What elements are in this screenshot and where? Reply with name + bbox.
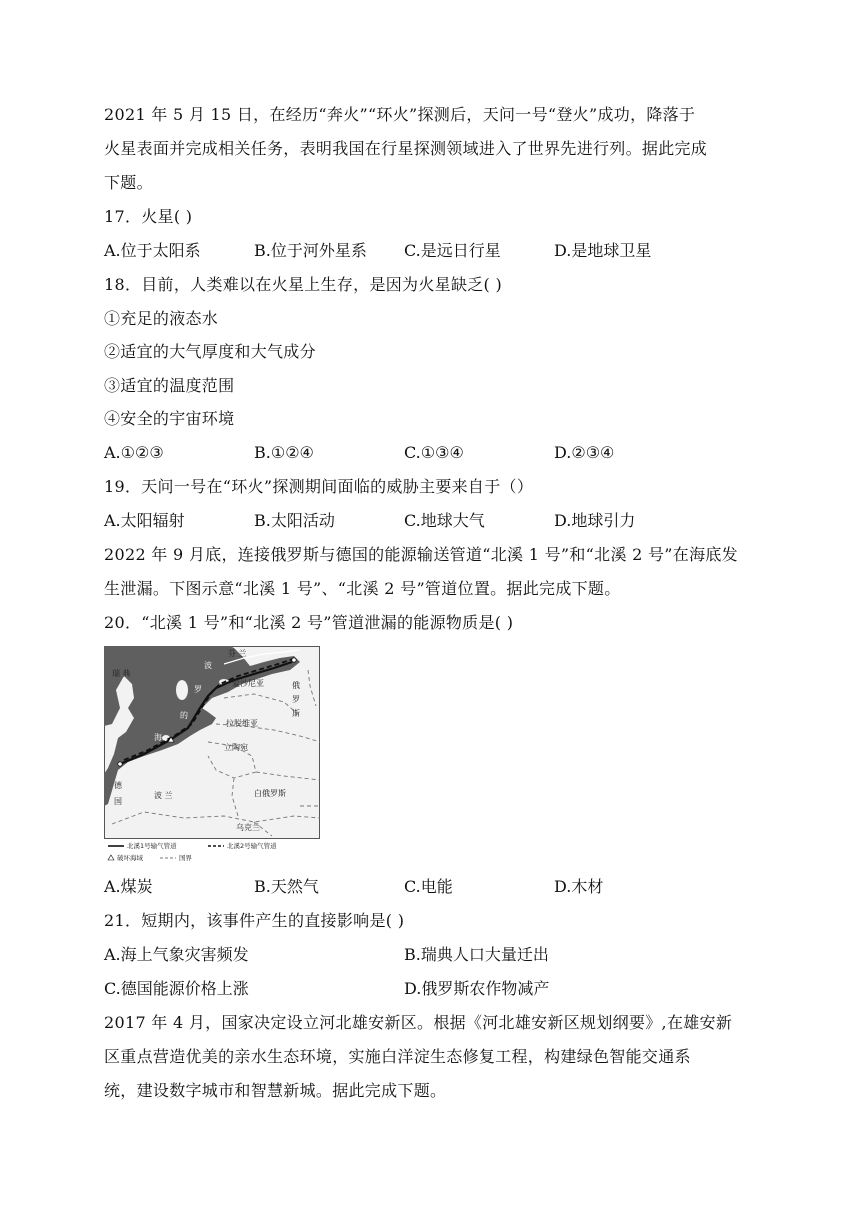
passage3-line2: 区重点营造优美的亲水生态环境，实施白洋淀生态修复工程，构建绿色智能交通系 [104, 1047, 691, 1066]
map-legend [108, 841, 277, 862]
label-sweden: 瑞 典 [112, 669, 131, 678]
q17-stem: 17．火星( ) [104, 207, 193, 226]
label-belarus: 白俄罗斯 [254, 789, 286, 798]
label-russia-3: 斯 [292, 709, 300, 718]
q17-option-d: D.是地球卫星 [554, 241, 652, 260]
q19-option-c: C.地球大气 [404, 511, 485, 530]
label-finland: 芬 兰 [228, 649, 247, 658]
label-baltic-3: 的 [180, 711, 188, 720]
passage1-line3: 下题。 [104, 173, 153, 192]
q17-option-a: A.位于太阳系 [104, 241, 201, 260]
q19-option-d: D.地球引力 [554, 511, 636, 530]
passage3-line3: 统，建设数字城市和智慧新城。据此完成下题。 [104, 1081, 447, 1100]
q18-item-3: ③适宜的温度范围 [104, 376, 235, 395]
legend-damaged-swatch [108, 855, 114, 860]
q18-option-a: A.①②③ [104, 443, 164, 462]
q21-option-d: D.俄罗斯农作物减产 [404, 979, 550, 998]
q21-option-c: C.德国能源价格上涨 [104, 979, 249, 998]
passage1-line2: 火星表面并完成相关任务，表明我国在行星探测领域进入了世界先进行列。据此完成 [104, 139, 708, 158]
q18-option-b: B.①②④ [254, 443, 314, 462]
q17-option-c: C.是远日行星 [404, 241, 501, 260]
q19-option-a: A.太阳辐射 [104, 511, 185, 530]
q20-option-c: C.电能 [404, 877, 453, 896]
passage3-line1: 2017 年 4 月，国家决定设立河北雄安新区。根据《河北雄安新区规划纲要》,在雄安新 [104, 1013, 733, 1032]
label-lithuania: 立陶宛 [224, 743, 248, 752]
q19-option-b: B.太阳活动 [254, 511, 335, 530]
label-germany-1: 德 [114, 781, 122, 790]
label-baltic-2: 罗 [194, 685, 202, 694]
q18-option-c: C.①③④ [404, 443, 464, 462]
q18-item-2: ②适宜的大气厚度和大气成分 [104, 342, 316, 361]
legend-ns2-label: 北溪2号输气管道 [227, 842, 277, 850]
label-baltic-4: 海 [154, 733, 162, 742]
passage1-line1: 2021 年 5 月 15 日，在经历“奔火”“环火”探测后，天问一号“登火”成功，降落于 [104, 105, 696, 124]
label-baltic-1: 波 [204, 661, 212, 670]
nord-stream-map [104, 646, 320, 864]
label-ukraine: 乌克兰 [236, 823, 260, 832]
q21-option-a: A.海上气象灾害频发 [104, 945, 249, 964]
q20-option-a: A.煤炭 [104, 877, 153, 896]
q18-item-4: ④安全的宇宙环境 [104, 409, 235, 428]
q20-option-b: B.天然气 [254, 877, 319, 896]
q18-item-1: ①充足的液态水 [104, 309, 219, 328]
pipeline-end-germany [118, 762, 122, 766]
q18-option-d: D.②③④ [554, 443, 615, 462]
q19-stem: 19．天问一号在“环火”探测期间面临的威胁主要来自于（） [104, 477, 534, 496]
q21-option-b: B.瑞典人口大量迁出 [404, 945, 549, 964]
label-estonia: 爱沙尼亚 [232, 679, 264, 688]
passage2-line2: 生泄漏。下图示意“北溪 1 号”、“北溪 2 号”管道位置。据此完成下题。 [104, 579, 621, 598]
q18-stem: 18．目前，人类难以在火星上生存，是因为火星缺乏( ) [104, 275, 503, 294]
legend-ns1-label: 北溪1号输气管道 [127, 842, 177, 850]
pipeline-end-russia [292, 658, 296, 662]
label-russia-2: 罗 [292, 695, 300, 704]
label-germany-2: 国 [114, 797, 122, 806]
q17-option-b: B.位于河外星系 [254, 241, 367, 260]
passage2-line1: 2022 年 9 月底，连接俄罗斯与德国的能源输送管道“北溪 1 号”和“北溪 2 号”在海底发 [104, 545, 738, 564]
q20-stem: 20．“北溪 1 号”和“北溪 2 号”管道泄漏的能源物质是( ) [104, 613, 514, 632]
label-poland: 波 兰 [154, 791, 173, 800]
label-russia-1: 俄 [292, 681, 300, 690]
q20-option-d: D.木材 [554, 877, 604, 896]
legend-border-label: 国界 [179, 854, 192, 862]
island-gotland [176, 680, 188, 700]
map-svg [104, 646, 320, 864]
legend-damaged-label: 破坏海域 [117, 854, 143, 862]
q21-stem: 21．短期内，该事件产生的直接影响是( ) [104, 911, 405, 930]
label-latvia: 拉脱维亚 [226, 719, 258, 728]
